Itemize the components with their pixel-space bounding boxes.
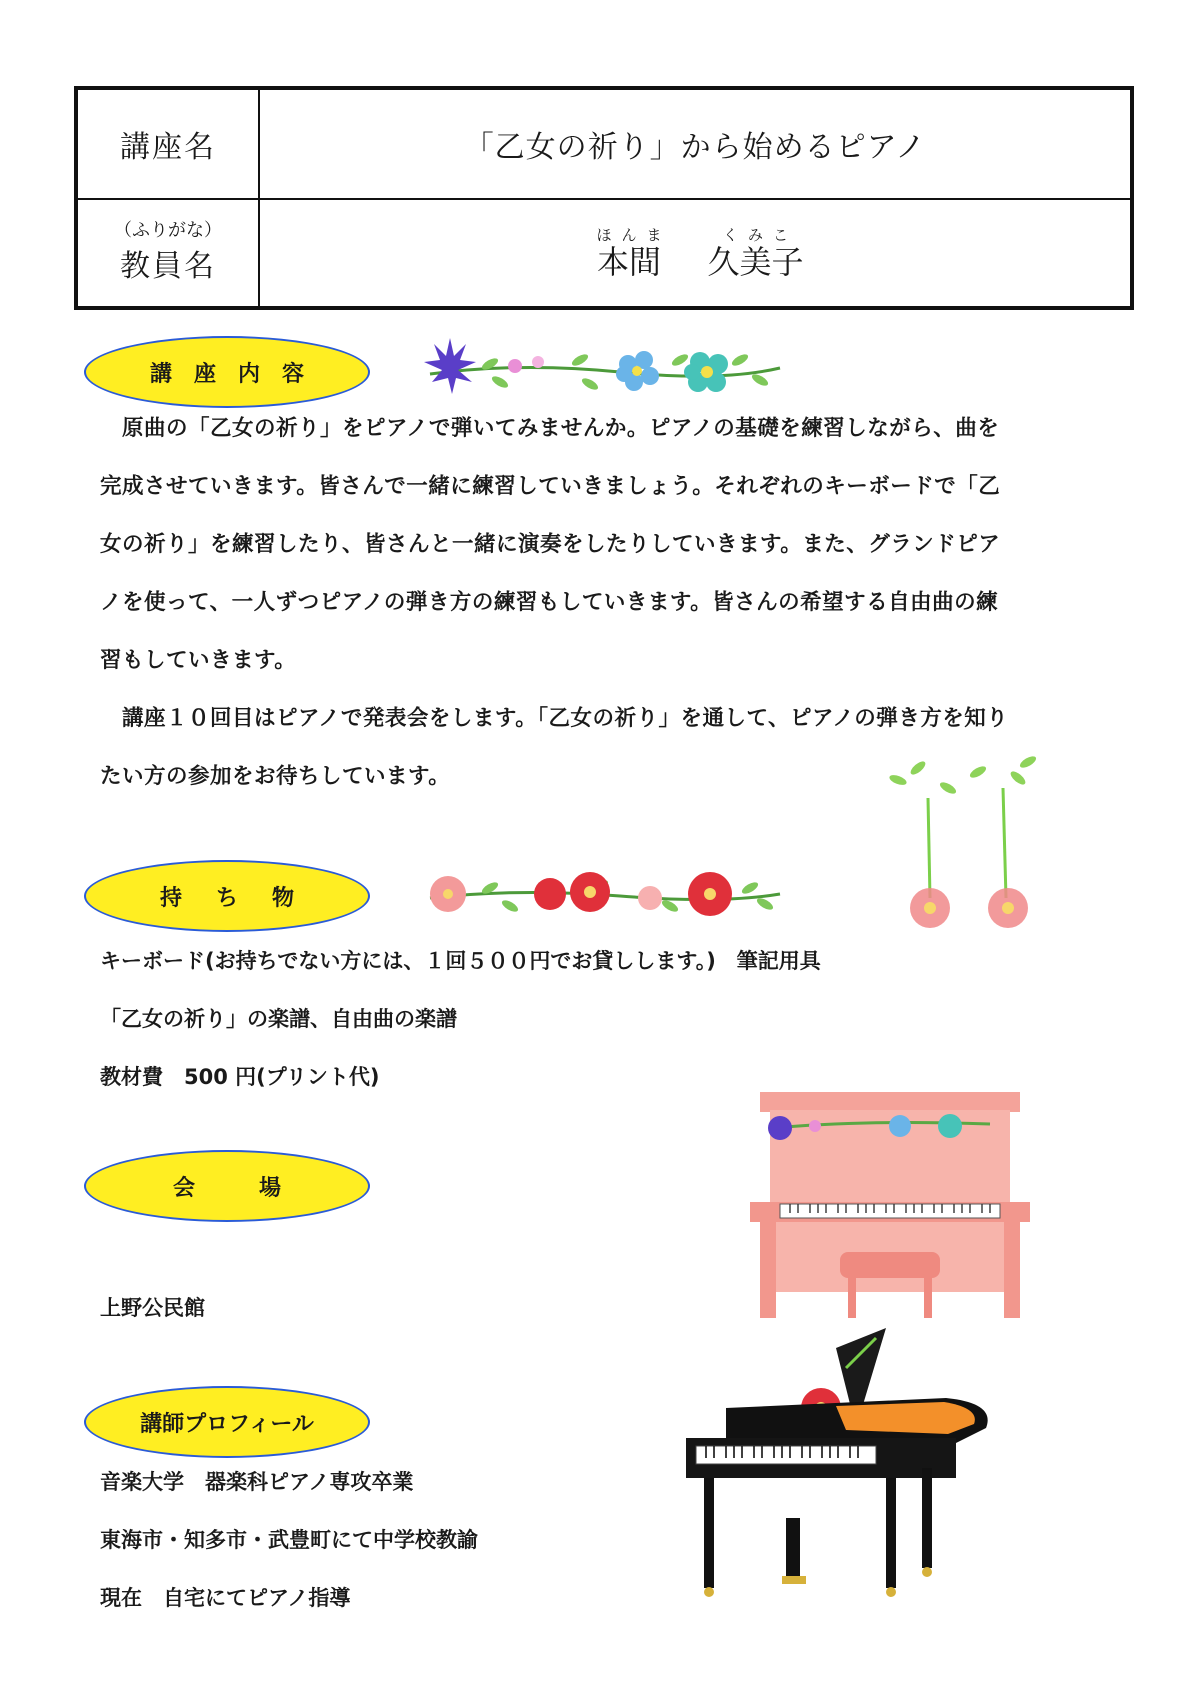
teacher-row [78,200,1130,306]
venue-heading: 会場 [172,1175,345,1201]
course-title-cell [260,90,1130,198]
venue-place: 上野公民館 [100,1296,205,1320]
belongings-line-3: 教材費 500 円(プリント代) [100,1065,380,1089]
given-name-ruby: くみこ [723,226,799,244]
family-name-ruby: ほんま [596,226,672,244]
course-label-cell [78,90,260,198]
content-line-1: 原曲の「乙女の祈り」をピアノで弾いてみませんか。ピアノの基礎を練習しながら、曲を [122,416,1000,441]
content-line-4: ノを使って、一人ずつピアノの弾き方の練習もしていきます。皆さんの希望する自由曲の練 [100,590,999,615]
given-name [708,226,804,280]
content-heading: 講座内容 [149,361,326,387]
venue-heading-pill [84,1150,370,1222]
family-name-text: 本間 [596,243,661,281]
teacher-label: 教員名 [120,249,216,284]
content-line-6: 講座１０回目はピアノで発表会をします。「乙女の祈り」を通して、ピアノの弾き方を知り [122,706,1009,731]
profile-line-3: 現在 自宅にてピアノ指導 [100,1586,351,1610]
teacher-name-cell [260,200,1130,306]
content-heading-pill [84,336,370,408]
profile-line-2: 東海市・知多市・武豊町にて中学校教諭 [100,1528,478,1552]
belongings-heading-pill [84,860,370,932]
teacher-name [586,226,803,280]
course-label: 講座名 [120,130,216,165]
content-line-3: 女の祈り」を練習したり、皆さんと一緒に演奏をしたりしていきます。また、グランドピア [100,532,1001,557]
teacher-label-cell [78,200,260,306]
belongings-line-1: キーボード(お持ちでない方には、１回５００円でお貸しします。) 筆記用具 [100,949,821,973]
given-name-text: 久美子 [707,243,804,281]
upright-piano-icon [740,1092,1040,1332]
profile-heading-pill [84,1386,370,1458]
grand-piano-icon [686,1318,1006,1608]
flower-garland-blue-icon [420,334,790,404]
content-line-5: 習もしていきます。 [100,648,297,673]
course-title: 「乙女の祈り」から始めるピアノ [463,130,927,165]
belongings-line-2: 「乙女の祈り」の楽譜、自由曲の楽譜 [100,1007,457,1031]
belongings-heading: 持ち物 [159,885,328,911]
profile-line-1: 音楽大学 器楽科ピアノ専攻卒業 [100,1470,414,1494]
furigana-label: （ふりがな） [114,220,222,241]
content-line-2: 完成させていきます。皆さんで一緒に練習していきましょう。それぞれのキーボードで「乙 [100,474,1001,499]
profile-heading: 講師プロフィール [140,1411,314,1437]
header-table [74,86,1134,310]
hanging-flowers-icon [878,758,1048,938]
content-line-7: たい方の参加をお待ちしています。 [100,764,451,789]
family-name [586,226,671,280]
course-row [78,90,1130,200]
flower-garland-red-icon [420,858,790,928]
content-body [100,400,1115,806]
